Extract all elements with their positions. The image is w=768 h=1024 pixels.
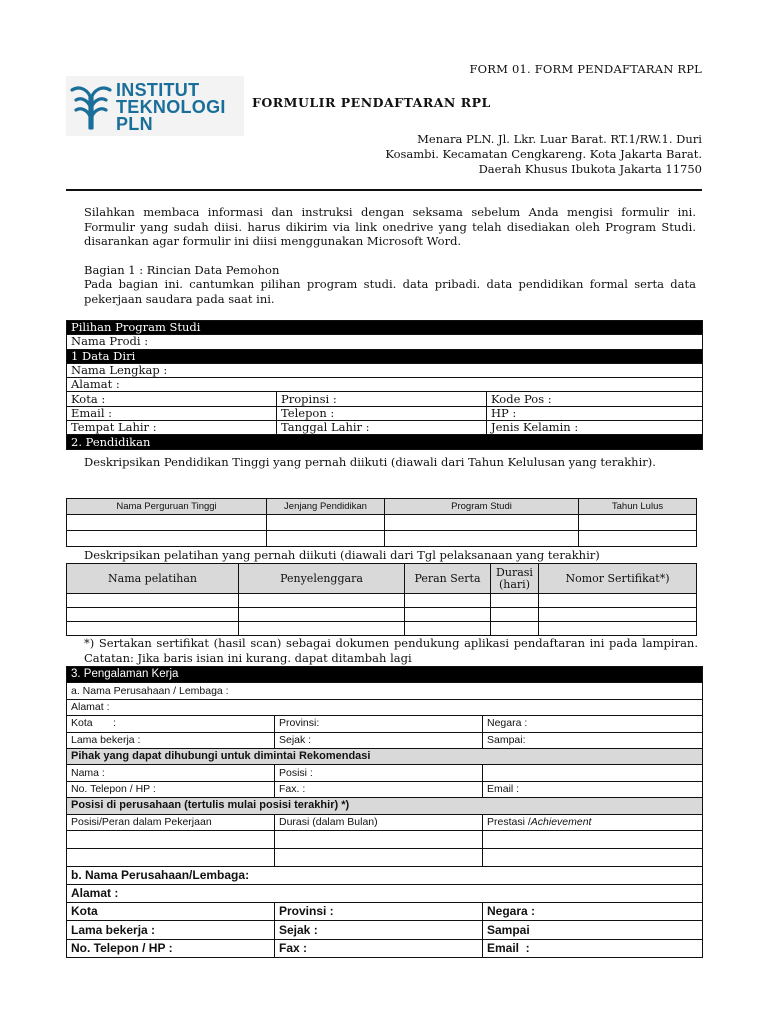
col-tahun-lulus: Tahun Lulus (579, 499, 697, 515)
reference-header: Pihak yang dapat dihubungi untuk dimintai Rekomendasi (67, 748, 703, 764)
alamat-b-field[interactable]: Alamat : (67, 885, 703, 903)
training-note: *) Sertakan sertifikat (hasil scan) sebagai dokumen pendukung aplikasi pendaftaran ini pada lampiran. Catatan: Jika baris isian ini kurang. dapat ditambah lagi (84, 636, 698, 665)
ref-posisi-field[interactable]: Posisi : (275, 765, 483, 781)
sampai-b-field[interactable]: Sampai (483, 921, 703, 939)
col-durasi: Durasi (hari) (491, 564, 539, 594)
telepon-field[interactable]: Telepon : (277, 406, 487, 420)
address-line: Menara PLN. Jl. Lkr. Luar Barat. RT.1/RW.1. Duri (417, 132, 702, 146)
training-table (66, 563, 697, 636)
table-row (67, 515, 697, 531)
sejak-a-field[interactable]: Sejak : (275, 732, 483, 748)
col-nama-perguruan: Nama Perguruan Tinggi (67, 499, 267, 515)
ref-fax-field[interactable]: Fax. : (275, 781, 483, 797)
negara-b-field[interactable]: Negara : (483, 903, 703, 921)
col-peran-serta: Peran Serta (405, 564, 491, 594)
training-description: Deskripsikan pelatihan yang pernah diikuti (diawali dari Tgl pelaksanaan yang terakhir) (84, 548, 600, 562)
address-block (385, 132, 702, 177)
sampai-a-field[interactable]: Sampai: (483, 732, 703, 748)
position-header: Posisi di perusahaan (tertulis mulai posisi terakhir) *) (67, 798, 703, 814)
company-a-field[interactable]: a. Nama Perusahaan / Lembaga : (67, 683, 703, 699)
email-field[interactable]: Email : (67, 406, 277, 420)
table-row (67, 608, 697, 622)
nama-lengkap-field[interactable]: Nama Lengkap : (67, 363, 703, 377)
table-row (67, 848, 703, 866)
kota-field[interactable]: Kota : (67, 392, 277, 406)
address-line: Kosambi. Kecamatan Cengkareng. Kota Jakarta Barat. (385, 147, 702, 161)
hp-field[interactable]: HP : (487, 406, 703, 420)
document-title: FORMULIR PENDAFTARAN RPL (252, 95, 491, 110)
logo-line-3: PLN (116, 114, 153, 134)
jenis-kelamin-field[interactable]: Jenis Kelamin : (487, 421, 703, 435)
form-code: FORM 01. FORM PENDAFTARAN RPL (469, 62, 702, 76)
work-header: 3. Pengalaman Kerja (67, 667, 703, 683)
col-nomor-sertifikat: Nomor Sertifikat*) (539, 564, 697, 594)
tanggal-lahir-field[interactable]: Tanggal Lahir : (277, 421, 487, 435)
fax-b-field[interactable]: Fax : (275, 939, 483, 957)
col-penyelenggara: Penyelenggara (239, 564, 405, 594)
nama-prodi-field[interactable]: Nama Prodi : (67, 335, 703, 349)
institution-logo (66, 76, 244, 136)
sejak-b-field[interactable]: Sejak : (275, 921, 483, 939)
logo-line-2: TEKNOLOGI (116, 97, 226, 117)
telp-b-field[interactable]: No. Telepon / HP : (67, 939, 275, 957)
section-description: Pada bagian ini. cantumkan pilihan program studi. data pribadi. data pendidikan formal serta data pekerjaan saudara pada saat ini. (84, 277, 696, 306)
table-row (67, 594, 697, 608)
col-nama-pelatihan: Nama pelatihan (67, 564, 239, 594)
applicant-table (66, 320, 703, 450)
table-row (67, 531, 697, 547)
program-header: Pilihan Program Studi (67, 321, 703, 335)
book-icon (68, 80, 114, 132)
personal-header: 1 Data Diri (67, 349, 703, 363)
ref-telp-field[interactable]: No. Telepon / HP : (67, 781, 275, 797)
col-posisi: Posisi/Peran dalam Pekerjaan (67, 814, 275, 830)
intro-paragraph: Silahkan membaca informasi dan instruksi dengan seksama sebelum Anda mengisi formulir ini. Formulir yang sudah diisi. harus dikirim via link onedrive yang telah disediakan oleh Program Studi. disarankan agar formulir ini diisi menggunakan Microsoft Word. (84, 205, 696, 248)
lama-bekerja-a-field[interactable]: Lama bekerja : (67, 732, 275, 748)
address-line: Daerah Khusus Ibukota Jakarta 11750 (478, 162, 702, 176)
education-table (66, 498, 697, 547)
col-prestasi: Prestasi /Achievement (483, 814, 703, 830)
propinsi-field[interactable]: Propinsi : (277, 392, 487, 406)
col-durasi-bulan: Durasi (dalam Bulan) (275, 814, 483, 830)
ref-extra-field[interactable] (483, 765, 703, 781)
col-jenjang: Jenjang Pendidikan (267, 499, 385, 515)
logo-line-1: INSTITUT (116, 80, 200, 100)
kota-a-field[interactable]: Kota : (67, 716, 275, 732)
header-divider (66, 189, 702, 191)
section-title: Bagian 1 : Rincian Data Pemohon (84, 263, 280, 277)
work-table (66, 666, 703, 958)
col-program-studi: Program Studi (385, 499, 579, 515)
table-row (67, 622, 697, 636)
tempat-lahir-field[interactable]: Tempat Lahir : (67, 421, 277, 435)
ref-nama-field[interactable]: Nama : (67, 765, 275, 781)
negara-a-field[interactable]: Negara : (483, 716, 703, 732)
table-row (67, 830, 703, 848)
education-header: 2. Pendidikan (67, 435, 703, 449)
provinsi-b-field[interactable]: Provinsi : (275, 903, 483, 921)
ref-email-field[interactable]: Email : (483, 781, 703, 797)
education-description: Deskripsikan Pendidikan Tinggi yang pernah diikuti (diawali dari Tahun Kelulusan yang terakhir). (84, 455, 656, 469)
kota-b-field[interactable]: Kota (67, 903, 275, 921)
provinsi-a-field[interactable]: Provinsi: (275, 716, 483, 732)
alamat-a-field[interactable]: Alamat : (67, 699, 703, 715)
email-b-field[interactable]: Email : (483, 939, 703, 957)
lama-bekerja-b-field[interactable]: Lama bekerja : (67, 921, 275, 939)
alamat-field[interactable]: Alamat : (67, 378, 703, 392)
company-b-field[interactable]: b. Nama Perusahaan/Lembaga: (67, 866, 703, 884)
kode-pos-field[interactable]: Kode Pos : (487, 392, 703, 406)
